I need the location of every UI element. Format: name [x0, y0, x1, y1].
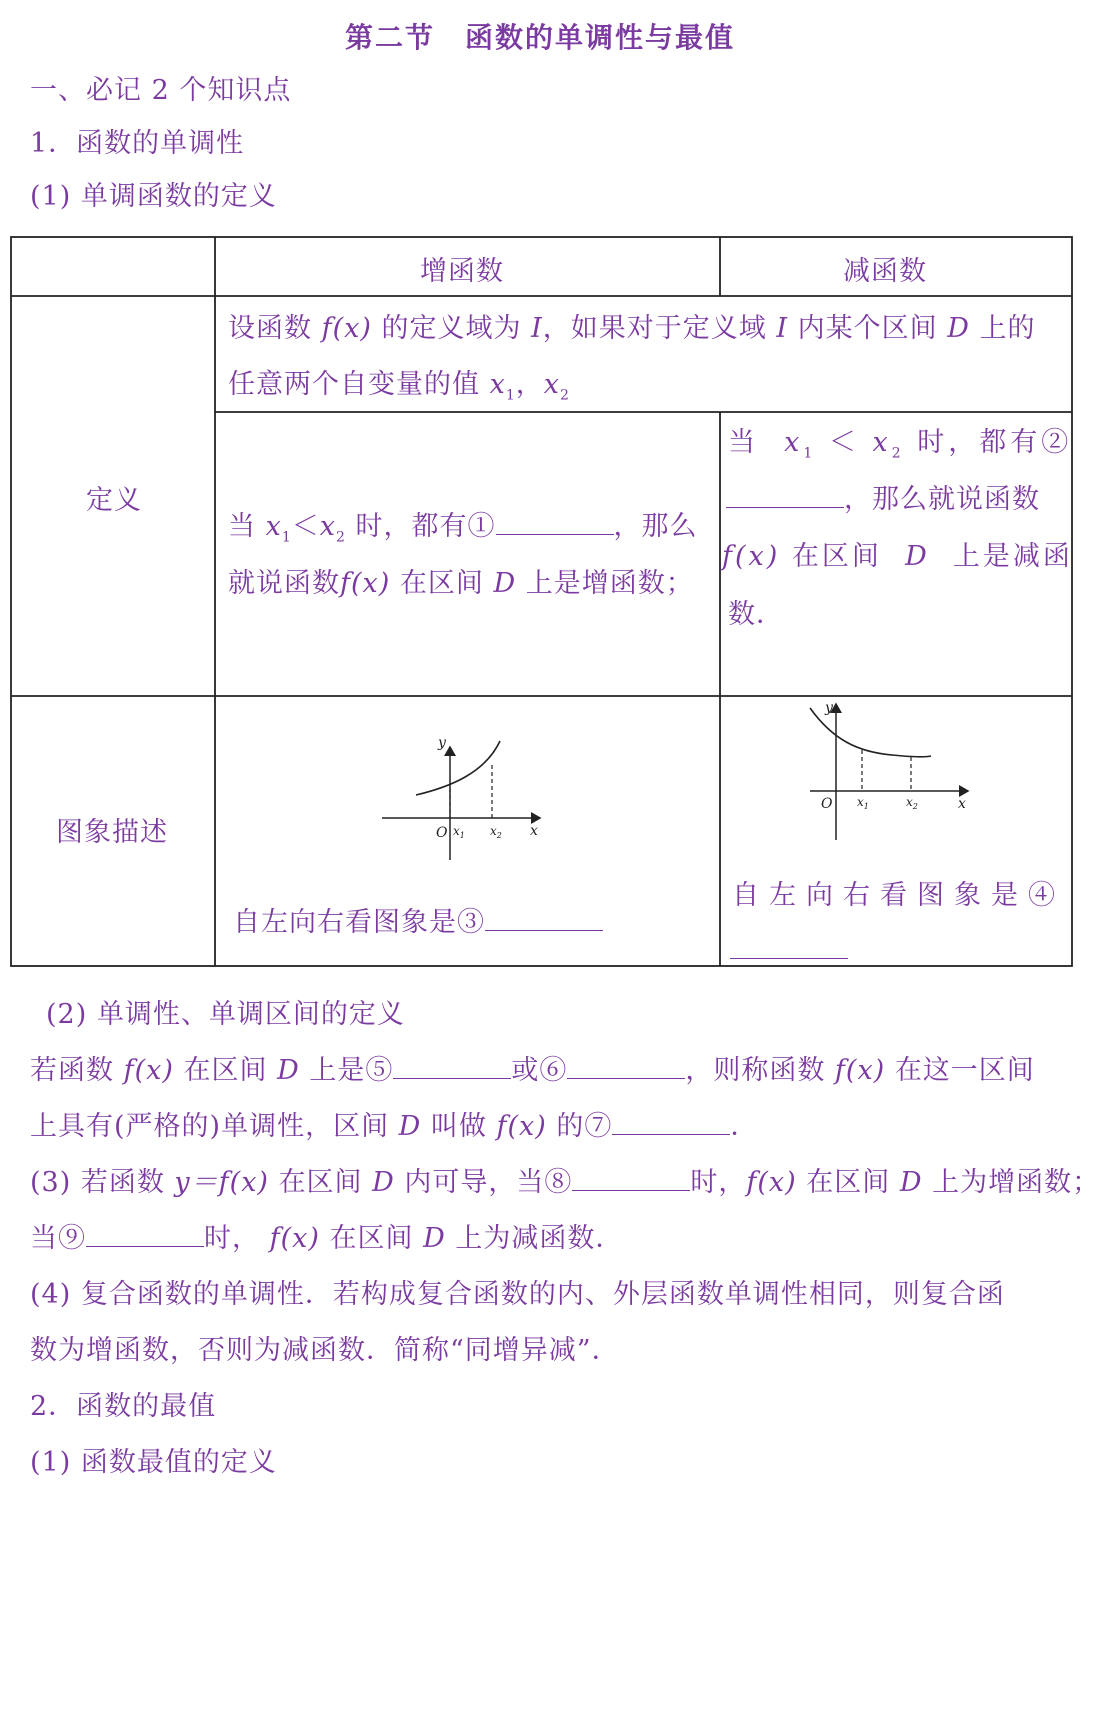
increasing-definition-line2: 就说函数f(x) 在区间 D 上是增函数； [228, 568, 694, 599]
increasing-definition-line1: 当 $x_1<x_2$ 时，都有① ，那么 [228, 511, 698, 546]
monotonic-interval-line2: 上具有(严格的)单调性，区间 D 叫做 f(x) 的⑦ ． [30, 1111, 759, 1142]
header-decreasing: 减函数 [843, 256, 927, 287]
common-definition-line2: 任意两个自变量的值 $x_1$，$x_2$ [228, 369, 570, 404]
row-label-definition: 定义 [86, 485, 142, 516]
svg-text:x1: $x_1$ [453, 824, 465, 840]
svg-text:x2: $x_2$ [490, 824, 502, 840]
composite-function-line2: 数为增函数，否则为减函数．简称“同增异减”． [30, 1335, 620, 1366]
decreasing-graph-blank [730, 928, 848, 966]
subsection-extrema: 2．函数的最值 [30, 1391, 217, 1422]
svg-text:x2: $x_2$ [906, 795, 918, 811]
svg-text:y: y [438, 735, 446, 751]
increasing-graph-description: 自左向右看图象是③ [233, 900, 603, 939]
monotonic-interval-line1: 若函数 f(x) 在区间 D 上是⑤ 或⑥ ，则称函数 f(x) 在这一区间 [30, 1055, 1035, 1086]
decreasing-definition-line1: 当 $x_1 < x_2$ 时，都有② [728, 427, 1073, 462]
section-heading-1: 一、必记 2 个知识点 [30, 75, 292, 106]
derivative-criterion-line1: (3) 若函数 y＝f(x) 在区间 D 内可导，当⑧ 时，f(x) 在区间 D 上为增函数； [30, 1167, 1100, 1198]
decreasing-function-graph [808, 700, 978, 848]
decreasing-definition-line3: f(x) 在区间 D 上是减函 [722, 541, 1073, 572]
svg-text:y: y [825, 700, 833, 716]
page-title: 第二节 函数的单调性与最值 [344, 21, 735, 54]
decreasing-graph-description: 自左向右看图象是④ [732, 880, 1065, 911]
svg-text:O: O [436, 825, 448, 841]
decreasing-definition-line2: ，那么就说函数 [726, 477, 1040, 516]
monotonic-interval-heading: (2) 单调性、单调区间的定义 [46, 999, 405, 1030]
derivative-criterion-line2: 当⑨ 时， f(x) 在区间 D 上为减函数． [30, 1223, 624, 1254]
svg-text:O: O [821, 796, 833, 812]
increasing-function-graph [380, 735, 550, 865]
svg-text:x1: $x_1$ [857, 795, 869, 811]
row-label-graph: 图象描述 [56, 817, 168, 848]
decreasing-definition-line4: 数． [728, 599, 784, 630]
subsection-extrema-def: (1) 函数最值的定义 [30, 1447, 277, 1478]
header-increasing: 增函数 [420, 256, 504, 287]
subsection-monotone-def: (1) 单调函数的定义 [30, 181, 277, 212]
common-definition-line1: 设函数 f(x) 的定义域为 I，如果对于定义域 I 内某个区间 D 上的 [228, 313, 1036, 344]
composite-function-line1: (4) 复合函数的单调性．若构成复合函数的内、外层函数单调性相同，则复合函 [30, 1279, 1005, 1310]
subsection-monotonicity: 1．函数的单调性 [30, 128, 245, 159]
svg-text:x: x [958, 796, 966, 812]
svg-text:x: x [530, 823, 538, 839]
